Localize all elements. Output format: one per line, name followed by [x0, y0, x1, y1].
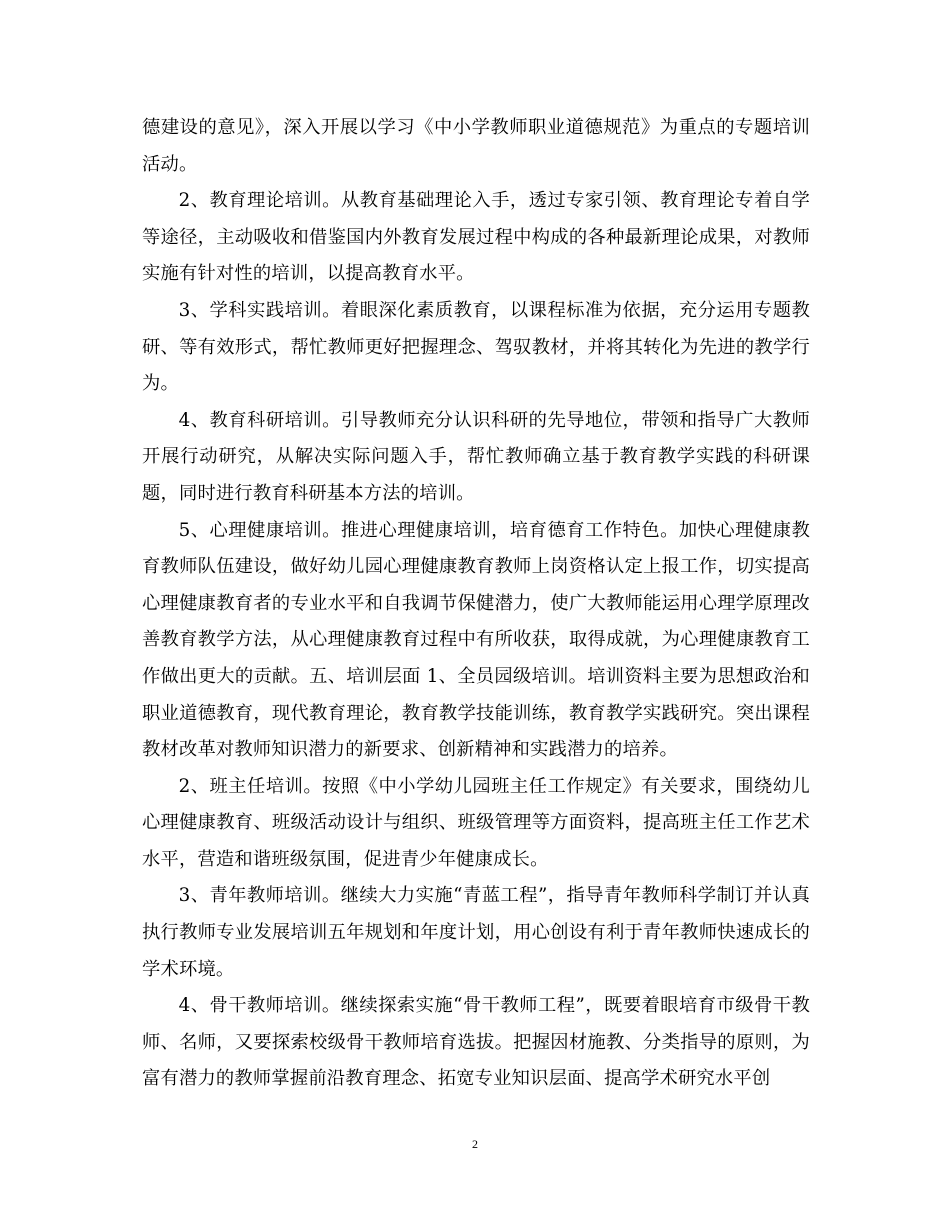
paragraph-class-teacher: 2、班主任培训。按照《中小学幼儿园班主任工作规定》有关要求，围绕幼儿心理健康教育、班级活动设计与组织、班级管理等方面资料，提高班主任工作艺术水平，营造和谐班级氛围，促进青少年健康成长。	[142, 775, 810, 870]
paragraph-subject-practice: 3、学科实践培训。着眼深化素质教育，以课程标准为依据，充分运用专题教研、等有效形式，帮忙教师更好把握理念、驾驭教材，并将其转化为先进的教学行为。	[142, 299, 810, 395]
paragraph-research-training: 4、教育科研培训。引导教师充分认识科研的先导地位，带领和指导广大教师开展行动研究，从解决实际问题入手，帮忙教师确立基于教育教学实践的科研课题，同时进行教育科研基本方法的培训。	[142, 409, 810, 504]
paragraph-education-theory: 2、教育理论培训。从教育基础理论入手，透过专家引领、教育理论专着自学等途径，主动吸收和借鉴国内外教育发展过程中构成的各种最新理论成果，对教师实施有针对性的培训，以提高教育水平。	[142, 190, 810, 285]
paragraph-mental-health: 5、心理健康培训。推进心理健康培训，培育德育工作特色。加快心理健康教育教师队伍建设，做好幼儿园心理健康教育教师上岗资格认定上报工作，切实提高心理健康教育者的专业水平和自我调节保健潜力，使广大教师能运用心理学原理改善教育教学方法，从心理健康教育过程中有所收获，取得成就，为心理健康教育工作做出更大的贡献。五、培训层面 1、全员园级培训。培训资料主要为思想政治和职业道德教育，现代教育理论，教育教学技能训练，教育教学实践研究。突出课程教材改革对教师知识潜力的新要求、创新精神和实践潜力的培养。	[142, 519, 810, 761]
document-body	[142, 110, 810, 1098]
paragraph-young-teacher: 3、青年教师培训。继续大力实施“青蓝工程”，指导青年教师科学制订并认真执行教师专业发展培训五年规划和年度计划，用心创设有利于青年教师快速成长的学术环境。	[142, 885, 810, 980]
page-number: 2	[472, 1137, 478, 1151]
paragraph-continuation: 德建设的意见》，深入开展以学习《中小学教师职业道德规范》为重点的专题培训活动。	[142, 117, 810, 175]
paragraph-backbone-teacher: 4、骨干教师培训。继续探索实施“骨干教师工程”，既要着眼培育市级骨干教师、名师，又要探索校级骨干教师培育选拔。把握因材施教、分类指导的原则，为富有潜力的教师掌握前沿教育理念、拓宽专业知识层面、提高学术研究水平创	[142, 995, 810, 1090]
